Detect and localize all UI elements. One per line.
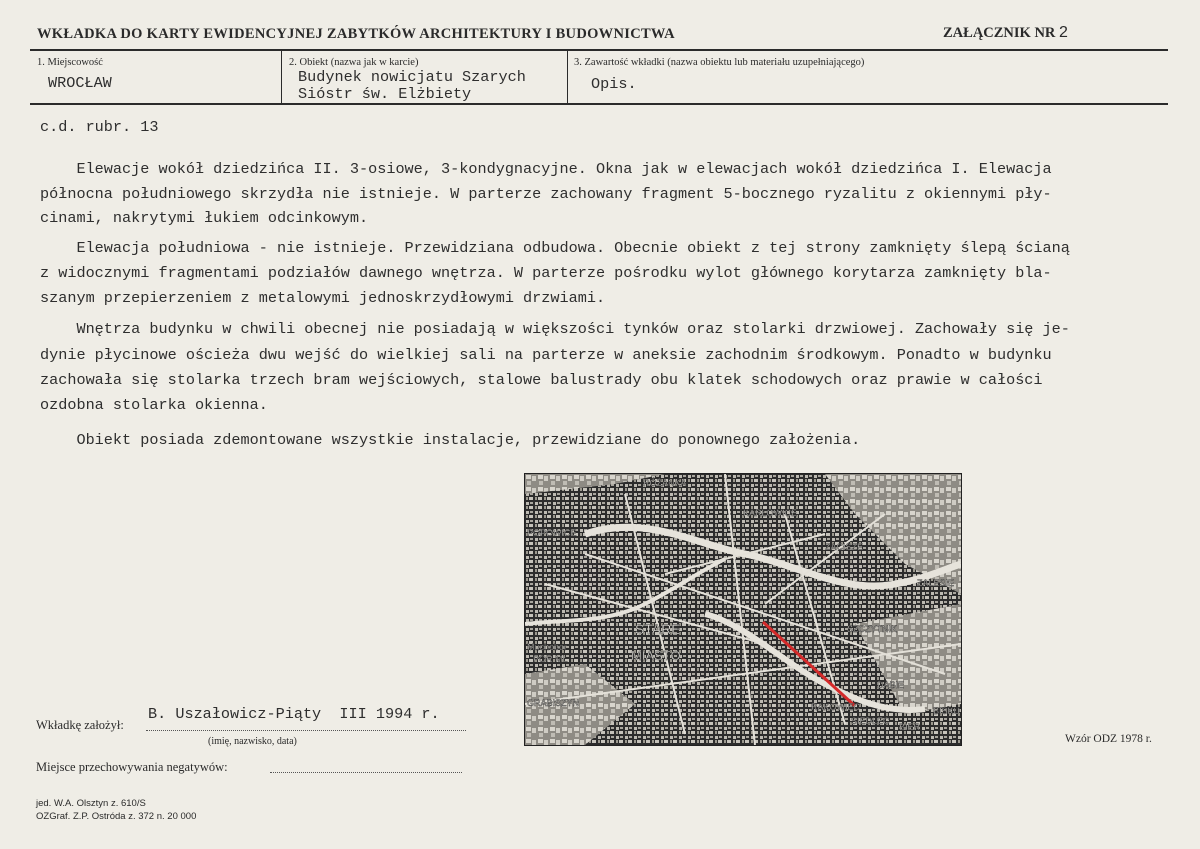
- body-line: zachowała się stolarka trzech bram wejściowych, stalowe balustrady obu klatek schodowych oraz prawie w całości: [40, 371, 1043, 389]
- model-note: Wzór ODZ 1978 r.: [1065, 733, 1152, 745]
- map-label: ZACISZE: [825, 542, 864, 552]
- map-label: GRABISZYN: [527, 698, 580, 708]
- map-label: SZCZYTNIK: [847, 624, 898, 634]
- map-label: ZALESIE: [917, 578, 955, 588]
- top-rule: [30, 49, 1168, 51]
- map-label: BISKU: [933, 706, 961, 716]
- map-label: SIEDLEC: [851, 716, 890, 726]
- body-line: Elewacja południowa - nie istnieje. Przewidziana odbudowa. Obecnie obiekt z tej strony zamknięty ślepą ścianą: [40, 239, 1070, 257]
- locality-value: WROCŁAW: [48, 74, 112, 92]
- field-divider-2: [567, 50, 568, 104]
- map-label: MIASTO: [631, 648, 681, 663]
- object-value-line2: Sióstr św. Elżbiety: [298, 85, 472, 103]
- storage-label: Miejsce przechowywania negatywów:: [36, 760, 228, 774]
- map-label: POPOWICE: [527, 528, 577, 538]
- continuation-note: c.d. rubr. 13: [40, 118, 159, 136]
- map-label: Muchobor: [527, 642, 568, 652]
- body-line: szanym przepierzeniem z metalowymi jednoskrzydłowymi drzwiami.: [40, 289, 606, 307]
- map-label: POR ML: [533, 654, 568, 664]
- author-line: [146, 730, 466, 731]
- location-map: [524, 473, 962, 746]
- map-label: DĄBIE: [877, 680, 905, 690]
- body-line: północna południowego skrzydła nie istnieje. W parterze zachowany fragment 5-bocznego ryzalitu z okiennymi pły-: [40, 185, 1052, 203]
- annex-number: 2: [1059, 24, 1068, 41]
- map-graphic: [525, 474, 961, 745]
- body-line: Obiekt posiada zdemontowane wszystkie instalacje, przewidziane do ponownego założenia.: [40, 431, 861, 449]
- storage-line: [270, 772, 462, 773]
- content-label: 3. Zawartość wkładki (nazwa obiektu lub materiału uzupełniającego): [574, 57, 865, 68]
- print-info-line1: jed. W.A. Olsztyn z. 610/S: [36, 798, 146, 809]
- map-label: BIER: [899, 722, 921, 732]
- annex-text: ZAŁĄCZNIK NR: [943, 25, 1056, 41]
- body-line: z widocznymi fragmentami podziałów dawnego wnętrza. W parterze pośrodku wylot głównego korytarza zamknięty bla-: [40, 264, 1052, 282]
- map-label: RÓŻANKA: [643, 478, 687, 488]
- body-line: Wnętrza budynku w chwili obecnej nie posiadają w większości tynków oraz stolarki drzwiowej. Zachowały się je-: [40, 320, 1070, 338]
- author-caption: (imię, nazwisko, data): [208, 736, 297, 747]
- map-label: STARE: [635, 621, 681, 637]
- print-info-line2: OZGraf. Z.P. Ostróda z. 372 n. 20 000: [36, 811, 197, 822]
- field-divider-1: [281, 50, 282, 104]
- body-line: dynie płycinowe ościeża dwu wejść do wielkiej sali na parterze w aneksie zachodnim środkowym. Ponadto w budynku: [40, 346, 1052, 364]
- body-line: ozdobna stolarka okienna.: [40, 396, 268, 414]
- locality-label: 1. Miejscowość: [37, 57, 103, 68]
- annex-label: [943, 24, 1068, 42]
- body-line: cinami, nakrytymi łukiem odcinkowym.: [40, 209, 369, 227]
- content-value: Opis.: [591, 75, 637, 93]
- object-label: 2. Obiekt (nazwa jak w karcie): [289, 57, 419, 68]
- author-value: B. Uszałowicz-Piąty III 1994 r.: [148, 705, 440, 723]
- map-label: KARŁOWICE: [743, 508, 798, 518]
- map-label: RAKOWIEC: [811, 702, 861, 712]
- fields-bottom-rule: [30, 103, 1168, 105]
- body-line: Elewacje wokół dziedzińca II. 3-osiowe, 3-kondygnacyjne. Okna jak w elewacjach wokół dziedzińca I. Elewacja: [40, 160, 1052, 178]
- card-title: WKŁADKA DO KARTY EWIDENCYJNEJ ZABYTKÓW ARCHITEKTURY I BUDOWNICTWA: [37, 26, 675, 42]
- author-label: Wkładkę założył:: [36, 718, 124, 732]
- object-value-line1: Budynek nowicjatu Szarych: [298, 68, 526, 86]
